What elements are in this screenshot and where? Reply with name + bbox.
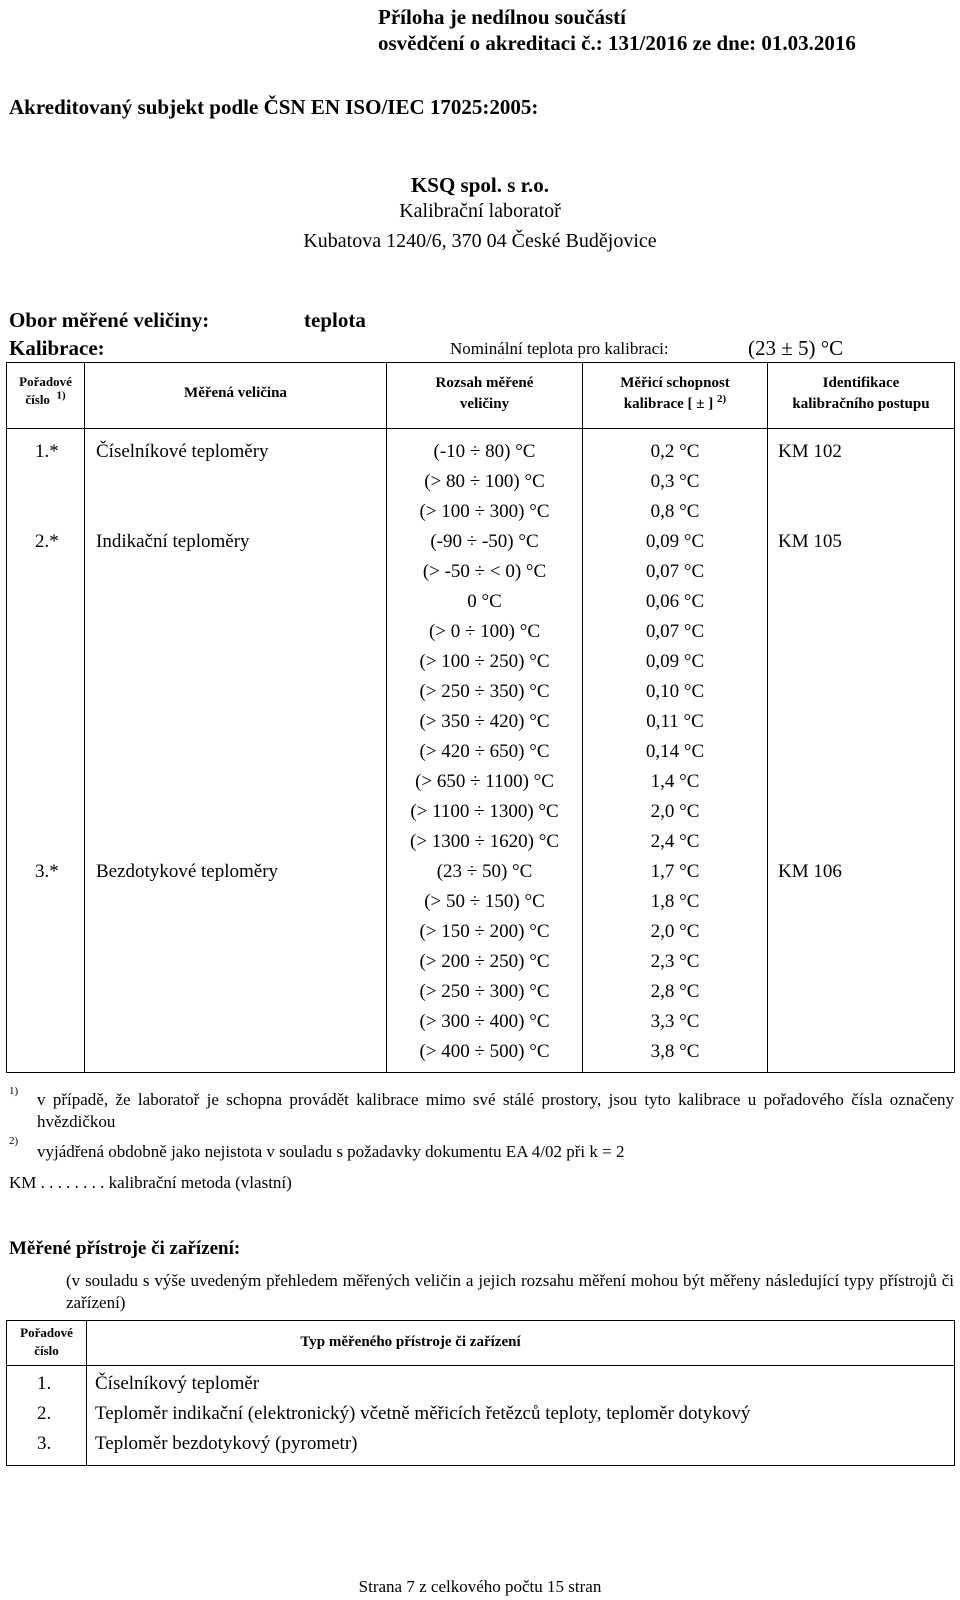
- cmc-cell: 3,8 °C: [650, 1041, 700, 1062]
- field-value: teplota: [304, 308, 366, 332]
- col-header-range: Rozsah měřené veličiny: [387, 363, 583, 429]
- page-number: Strana 7 z celkového počtu 15 stran: [358, 1577, 602, 1596]
- cmc-cell: 0,07 °C: [645, 621, 705, 642]
- cmc-cell: 0,09 °C: [645, 651, 705, 672]
- cmc-cell: 2,8 °C: [650, 981, 700, 1002]
- order-column: [7, 429, 85, 1073]
- cmc-cell: 1,8 °C: [650, 891, 700, 912]
- nominal-temp-label: Nominální teplota pro kalibraci:: [450, 339, 669, 358]
- range-cell: (> 80 ÷ 100) °C: [424, 471, 545, 492]
- instr-num: 2.: [37, 1403, 52, 1424]
- group-quantity: Indikační teploměry: [96, 531, 250, 552]
- group-order: 1.*: [35, 441, 59, 462]
- cmc-cell: 2,3 °C: [650, 951, 700, 972]
- col-header-order: Pořadové číslo $^{1)}$: [7, 363, 85, 429]
- footnote-1-mark: 1): [9, 1085, 19, 1097]
- instr-type: Teploměr bezdotykový (pyrometr): [95, 1433, 358, 1454]
- cmc-cell: 3,3 °C: [650, 1011, 700, 1032]
- field-label: Obor měřené veličiny:: [9, 308, 210, 332]
- cmc-cell: 0,06 °C: [645, 591, 705, 612]
- instruments-intro: (v souladu s výše uvedeným přehledem měřených veličin a jejich rozsahu měření mohou být měřeny následující typy přístrojů či zařízení): [66, 1271, 954, 1312]
- cmc-cell: 2,0 °C: [650, 921, 700, 942]
- range-cell: (> 350 ÷ 420) °C: [419, 711, 550, 732]
- group-quantity: Bezdotykové teploměry: [96, 861, 279, 882]
- range-cell: (> 0 ÷ 100) °C: [428, 621, 541, 642]
- range-cell: (-10 ÷ 80) °C: [433, 441, 536, 462]
- range-cell: (> 50 ÷ 150) °C: [424, 891, 545, 912]
- annex-line-1: Příloha je nedílnou součástí: [378, 5, 626, 29]
- cmc-cell: 0,14 °C: [645, 741, 705, 762]
- footnote-1: v případě, že laboratoř je schopna provádět kalibrace mimo své stálé prostory, jsou tyto kalibrace u pořadového čísla označeny hvězdičkou: [37, 1090, 954, 1131]
- range-cell: (> 250 ÷ 350) °C: [419, 681, 550, 702]
- range-cell: (> -50 ÷ < 0) °C: [422, 561, 547, 582]
- cmc-cell: 0,09 °C: [645, 531, 705, 552]
- range-cell: (> 200 ÷ 250) °C: [419, 951, 550, 972]
- ident-cell: KM 106: [778, 861, 842, 882]
- cmc-cell: 0,11 °C: [646, 711, 704, 732]
- instr-num: 1.: [37, 1373, 52, 1394]
- cmc-cell: 0,10 °C: [645, 681, 705, 702]
- instruments-table: [6, 1320, 955, 1466]
- col-header-quantity: Měřená veličina: [85, 363, 387, 429]
- ident-cell: KM 105: [778, 531, 842, 552]
- cmc-cell: 0,2 °C: [650, 441, 700, 462]
- km-note: KM . . . . . . . . kalibrační metoda (vlastní): [9, 1173, 292, 1192]
- ident-column: [768, 429, 955, 1073]
- col-header-ident: Identifikace kalibračního postupu: [768, 363, 955, 429]
- ident-cell: KM 102: [778, 441, 842, 462]
- range-cell: 0 °C: [467, 591, 502, 612]
- range-cell: (> 150 ÷ 200) °C: [419, 921, 550, 942]
- instr-header-order: Pořadové číslo: [7, 1321, 87, 1366]
- calibration-label: Kalibrace:: [9, 336, 105, 360]
- range-cell: (> 420 ÷ 650) °C: [419, 741, 550, 762]
- cmc-column: [583, 429, 768, 1073]
- cmc-cell: 1,7 °C: [650, 861, 700, 882]
- accredited-subject: Akreditovaný subjekt podle ČSN EN ISO/IEC 17025:2005:: [9, 95, 539, 119]
- col-header-cmc: Měřicí schopnost kalibrace [ ± ] $^{2)}$: [583, 363, 768, 429]
- range-cell: (> 100 ÷ 250) °C: [419, 651, 550, 672]
- instr-num: 3.: [37, 1433, 52, 1454]
- group-order: 2.*: [35, 531, 59, 552]
- range-cell: (-90 ÷ -50) °C: [430, 531, 539, 552]
- cmc-cell: 0,07 °C: [645, 561, 705, 582]
- instr-type: Teploměr indikační (elektronický) včetně měřicích řetězců teploty, teploměr dotykový: [95, 1403, 751, 1424]
- range-cell: (23 ÷ 50) °C: [436, 861, 533, 882]
- lab-address: Kubatova 1240/6, 370 04 České Budějovice: [303, 230, 657, 252]
- footnote-2-mark: 2): [9, 1135, 19, 1147]
- range-cell: (> 100 ÷ 300) °C: [419, 501, 550, 522]
- instr-header-type: Typ měřeného přístroje či zařízení: [87, 1321, 955, 1366]
- cmc-cell: 1,4 °C: [650, 771, 700, 792]
- lab-name: Kalibrační laboratoř: [399, 200, 561, 222]
- range-cell: (> 1300 ÷ 1620) °C: [409, 831, 560, 852]
- calibration-table: [6, 362, 955, 1073]
- instruments-title: Měřené přístroje či zařízení:: [9, 1238, 241, 1259]
- group-order: 3.*: [35, 861, 59, 882]
- cmc-cell: 2,4 °C: [650, 831, 700, 852]
- nominal-temp-value: (23 ± 5) °C: [748, 336, 844, 360]
- footnote-2: vyjádřená obdobně jako nejistota v souladu s požadavky dokumentu EA 4/02 při k = 2: [37, 1142, 625, 1161]
- quantity-column: [85, 429, 387, 1073]
- company-name: KSQ spol. s r.o.: [410, 173, 550, 197]
- cmc-cell: 0,8 °C: [650, 501, 700, 522]
- instr-numbers: [7, 1366, 87, 1466]
- range-cell: (> 400 ÷ 500) °C: [419, 1041, 550, 1062]
- instr-type: Číselníkový teploměr: [95, 1373, 260, 1394]
- range-column: [387, 429, 583, 1073]
- range-cell: (> 650 ÷ 1100) °C: [415, 771, 554, 792]
- annex-line-2: osvědčení o akreditaci č.: 131/2016 ze dne: 01.03.2016: [378, 31, 856, 55]
- range-cell: (> 1100 ÷ 1300) °C: [410, 801, 559, 822]
- cmc-cell: 0,3 °C: [650, 471, 700, 492]
- range-cell: (> 250 ÷ 300) °C: [419, 981, 550, 1002]
- cmc-cell: 2,0 °C: [650, 801, 700, 822]
- range-cell: (> 300 ÷ 400) °C: [419, 1011, 550, 1032]
- group-quantity: Číselníkové teploměry: [96, 441, 269, 462]
- instr-types: [87, 1366, 955, 1466]
